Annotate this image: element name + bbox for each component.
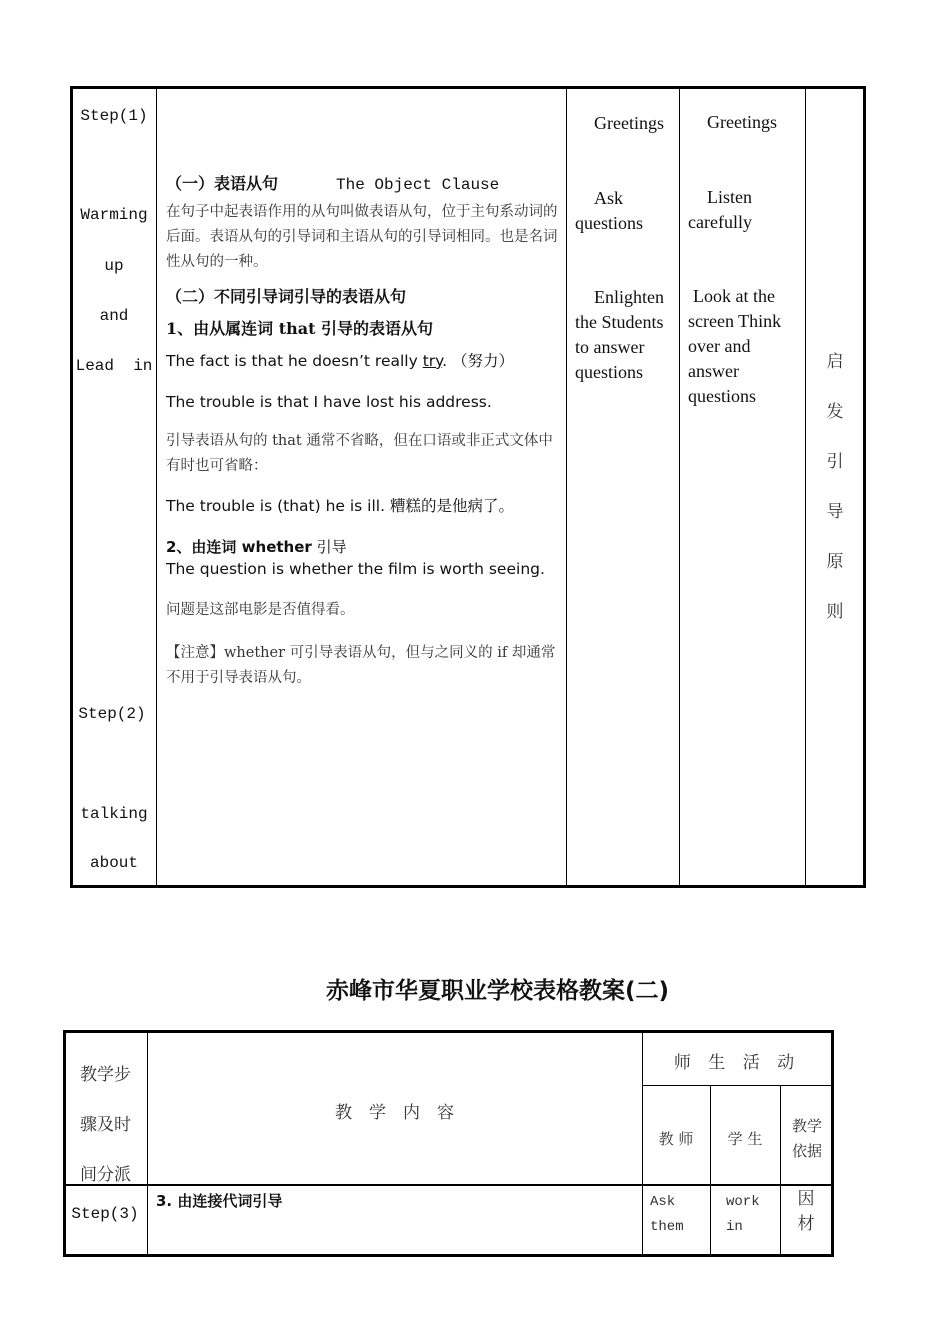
student-activity: Greetings xyxy=(707,112,777,132)
note: 【注意】whether 可引导表语从句，但与之同义的 if 却通常不用于引导表语从句。 xyxy=(166,645,556,686)
heading-1 xyxy=(166,171,561,195)
text: 教学步 xyxy=(80,1065,131,1085)
text: The fact is that he doesn’t really xyxy=(166,352,423,370)
step-time-header xyxy=(80,1050,131,1200)
step-label: Step(3) xyxy=(71,1205,139,1223)
student-activity: Look at the screen Think over and answer questions xyxy=(688,286,782,406)
step-label: Warming xyxy=(80,206,148,224)
text: whether xyxy=(241,538,312,556)
step-label: Lead in xyxy=(75,357,153,375)
basis-char: 启 xyxy=(826,352,844,372)
example-sentence: The question is whether the film is worth seeing. xyxy=(166,560,545,578)
step-label: about xyxy=(89,854,138,872)
basis-char: 发 xyxy=(826,402,844,422)
text: . （努力） xyxy=(442,352,514,370)
step-label: up xyxy=(104,257,124,275)
step-label: and xyxy=(99,307,129,325)
content-heading: 3. 由连接代词引导 xyxy=(156,1192,283,1210)
teacher-activity: Greetings xyxy=(594,113,664,133)
underlined-word: try xyxy=(422,352,443,370)
step-label: Step(2) xyxy=(78,705,146,723)
teacher-activity: Ask them xyxy=(650,1194,684,1235)
example-sentence: The trouble is that I have lost his address. xyxy=(166,393,492,411)
lesson-content xyxy=(166,171,561,691)
text: Enlighten the Students to answer questions xyxy=(575,287,664,382)
heading-2: （二）不同引导词引导的表语从句 xyxy=(166,287,407,306)
teacher-activity: Ask questions xyxy=(575,188,644,233)
heading-cn: （一）表语从句 xyxy=(166,174,279,193)
student-header: 学 生 xyxy=(727,1130,763,1148)
text: 间分派 xyxy=(80,1165,131,1185)
teacher-activity xyxy=(575,285,675,385)
step-label: Step(1) xyxy=(80,107,148,125)
text: 骤及时 xyxy=(80,1115,131,1135)
basis-header: 教学依据 xyxy=(791,1117,822,1160)
paragraph: 在句子中起表语作用的从句叫做表语从句，位于主句系动词的后面。表语从句的引导词和主语从句的引导词相同。也是名词性从句的一种。 xyxy=(166,204,558,270)
example-sentence: The trouble is (that) he is ill. 糟糕的是他病了。 xyxy=(166,497,514,515)
basis-char: 导 xyxy=(826,502,844,522)
example-sentence xyxy=(166,349,561,371)
heading-3: 1、由从属连词 that 引导的表语从句 xyxy=(166,319,434,338)
basis-char: 则 xyxy=(826,602,844,622)
content-header: 教 学 内 容 xyxy=(335,1103,454,1123)
text: 2、由连词 xyxy=(166,538,242,556)
step-label: talking xyxy=(80,805,148,823)
student-activity: Listen carefully xyxy=(688,187,752,232)
basis-char: 引 xyxy=(826,452,844,472)
heading-4 xyxy=(166,536,561,557)
note: 引导表语从句的 that 通常不省略，但在口语或非正式文体中有时也可省略： xyxy=(166,433,553,474)
basis-char: 原 xyxy=(826,552,844,572)
heading-en: The Object Clause xyxy=(336,176,500,194)
page-title: 赤峰市华夏职业学校表格教案(二) xyxy=(325,978,670,1004)
teacher-header: 教 师 xyxy=(658,1130,694,1148)
student-activity: work in xyxy=(726,1194,760,1235)
activity-header: 师 生 活 动 xyxy=(673,1053,801,1073)
teaching-basis xyxy=(806,350,864,650)
text: 引导 xyxy=(311,538,347,556)
teaching-basis: 因材 xyxy=(797,1189,815,1234)
translation: 问题是这部电影是否值得看。 xyxy=(166,602,355,618)
